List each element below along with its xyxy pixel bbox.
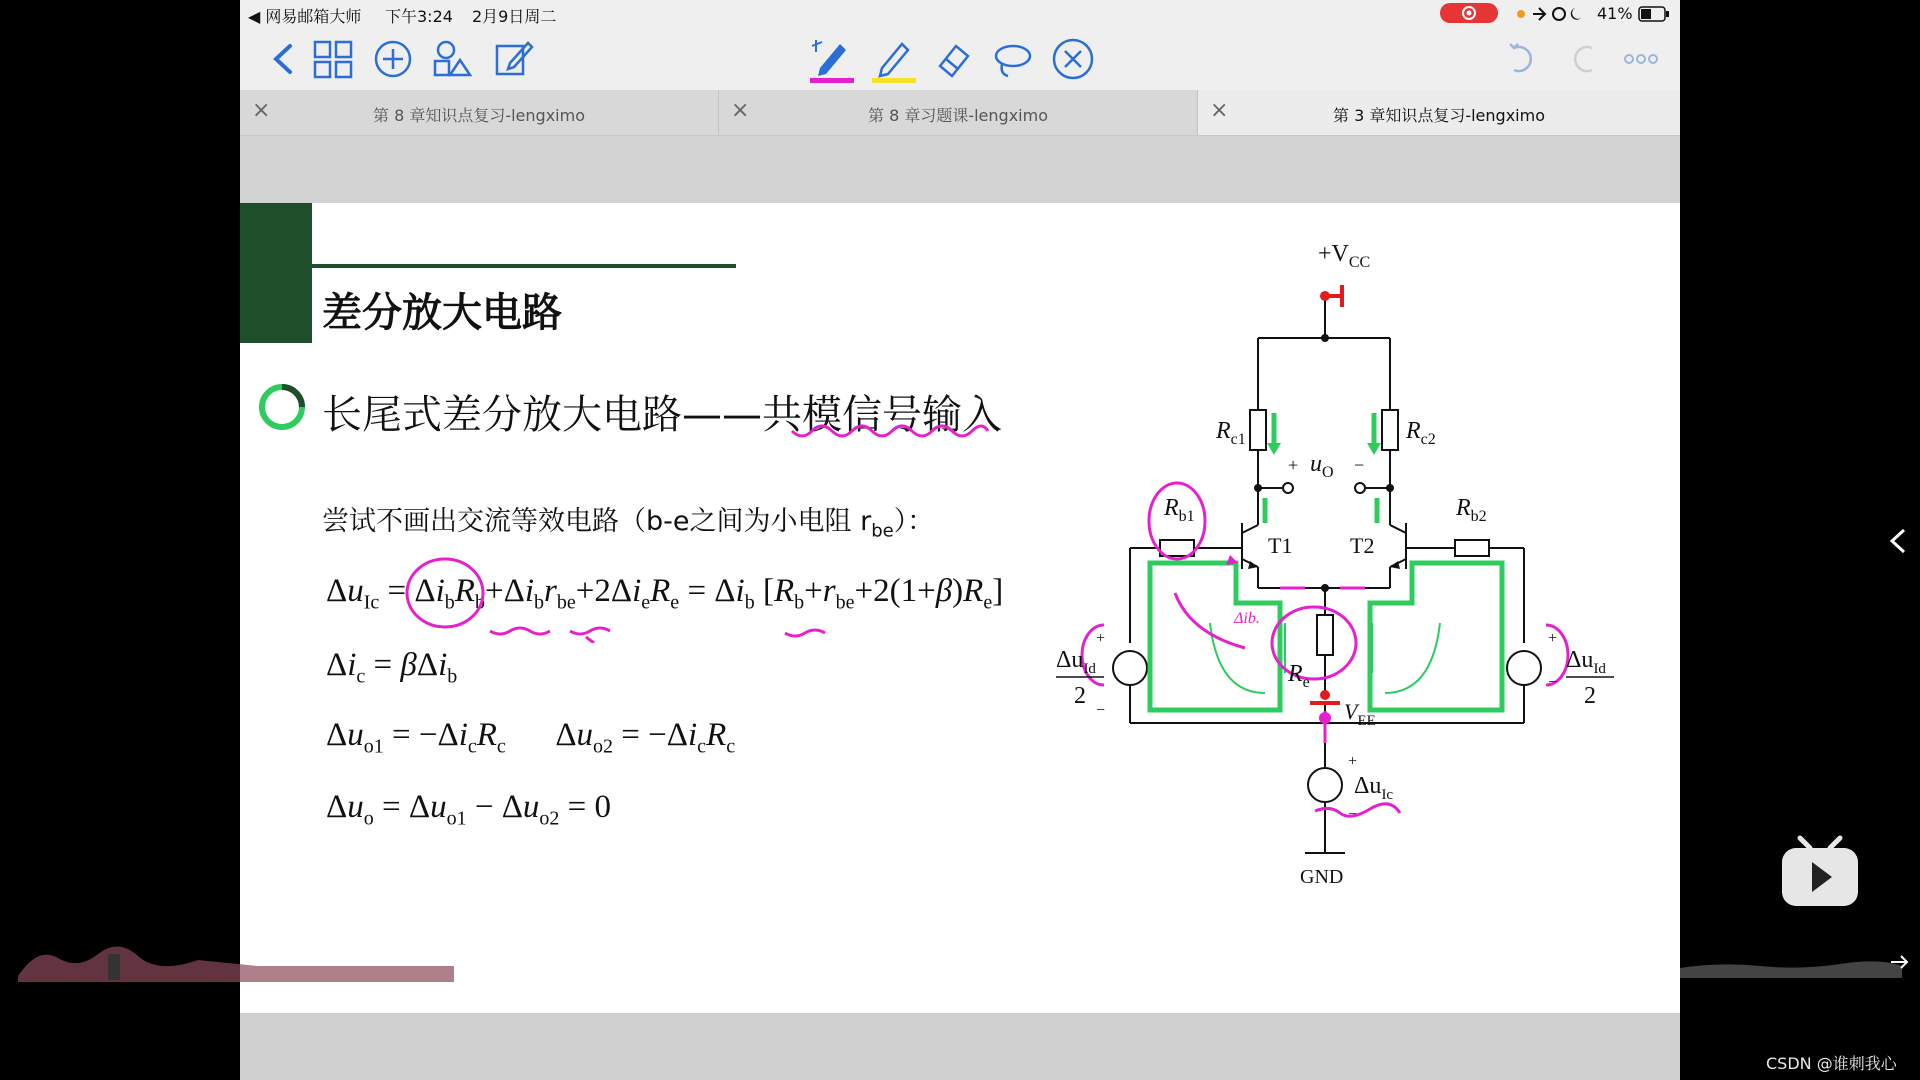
vcc-label-sub: CC: [1348, 254, 1371, 271]
page-gap: [240, 136, 1680, 203]
uo-label-sub: O: [1322, 464, 1334, 481]
uid-left-plus: +: [1096, 630, 1106, 647]
vee-label: V: [1344, 699, 1358, 724]
uid-right-num: Δu: [1566, 647, 1594, 673]
re-label: R: [1288, 661, 1303, 687]
svg-text:uO: [1310, 451, 1334, 481]
rc2-label: R: [1406, 418, 1421, 444]
shapes-icon[interactable]: [430, 36, 476, 82]
add-circle-icon[interactable]: [370, 36, 416, 82]
slide-hint-sub: be: [871, 520, 894, 542]
danmaku-waveform-left: [18, 936, 454, 982]
document-tabs: [240, 90, 1680, 136]
tab-document-2[interactable]: [719, 90, 1198, 135]
t1-label: T1: [1268, 533, 1293, 558]
undo-icon[interactable]: [1500, 36, 1546, 82]
rb2-label-sub: b2: [1470, 508, 1487, 525]
uic-minus: −: [1348, 806, 1358, 823]
tab-document-1[interactable]: [240, 90, 719, 135]
highlighter-tool-icon[interactable]: [870, 36, 916, 82]
slide-title: 差分放大电路: [322, 290, 562, 336]
equation-delta-ic: $\Delta i_c = \beta\Delta i_b$: [326, 647, 458, 688]
equation-annotations: [390, 553, 950, 643]
fullscreen-icon[interactable]: [1887, 950, 1911, 974]
svg-text:Rb1: [1163, 495, 1195, 525]
grid-view-icon[interactable]: [310, 36, 356, 82]
uic-plus: +: [1348, 753, 1358, 770]
t2-label: T2: [1350, 533, 1375, 558]
uic-label-sub: Ic: [1381, 787, 1394, 803]
close-circle-icon[interactable]: [1050, 36, 1096, 82]
equation-delta-uo1-uo2: $\Delta u_{o1} = -\Delta i_cR_c$ $\Delta u_{o2} = -\Delta i_cR_c$: [326, 717, 736, 758]
uid-left-num: Δu: [1056, 647, 1084, 673]
lasso-tool-icon[interactable]: [990, 36, 1036, 82]
rc1-label: R: [1216, 418, 1231, 444]
slide-hint-text: 尝试不画出交流等效电路（b-e之间为小电阻 r: [322, 506, 872, 537]
gnd-label: GND: [1300, 866, 1344, 888]
uid-right-minus-top: −: [1548, 674, 1558, 691]
status-bar: [240, 0, 1680, 28]
danmaku-waveform-right: [1680, 948, 1902, 978]
vee-label-sub: EE: [1357, 713, 1376, 729]
slide-heading: 长尾式差分放大电路——共模信号输入: [322, 392, 1002, 438]
svg-text:Re: [1287, 661, 1310, 691]
svg-text:Rc2: [1405, 418, 1436, 448]
status-date: 2月9日周二: [472, 7, 557, 26]
uid-right-sub: Id: [1593, 661, 1606, 677]
slide-page[interactable]: [240, 203, 1680, 1013]
rb1-label: R: [1164, 495, 1179, 521]
svg-text:Rc1: [1215, 418, 1246, 448]
battery-icon: [1638, 6, 1670, 26]
uid-right-den: 2: [1584, 683, 1596, 709]
uid-left-minus: −: [1096, 702, 1106, 719]
heading-squiggle-annotation: [790, 423, 990, 443]
uo-plus-label: +: [1288, 455, 1299, 475]
rc2-label-sub: c2: [1420, 431, 1436, 448]
uid-left-sub: Id: [1083, 661, 1096, 677]
tab-label: 第 8 章知识点复习-lengximo: [372, 106, 585, 125]
tab-label: 第 8 章习题课-lengximo: [867, 106, 1048, 125]
tab-close-icon[interactable]: ×: [731, 98, 750, 123]
vcc-label: +V: [1318, 241, 1349, 267]
title-underline: [312, 264, 736, 268]
edit-document-icon[interactable]: [490, 36, 536, 82]
uo-label: u: [1310, 451, 1322, 477]
uo-minus-label: −: [1354, 455, 1365, 475]
equation-delta-uo: $\Delta u_o = \Delta u_{o1} - \Delta u_{o2} = 0$: [326, 789, 612, 830]
uid-left-den: 2: [1074, 683, 1086, 709]
circuit-diagram: [980, 203, 1680, 1013]
tablet-screen: [240, 0, 1680, 1080]
slide-hint: [322, 499, 934, 541]
bullet-ring-icon: [256, 381, 308, 433]
status-time: 下午3:24: [385, 7, 453, 26]
svg-text:ΔuIc: [1354, 773, 1393, 803]
watermark-text: CSDN @谁刺我心: [1766, 1054, 1897, 1073]
pen-tool-icon[interactable]: [808, 36, 854, 82]
tab-close-icon[interactable]: ×: [252, 98, 271, 123]
play-button-icon[interactable]: [1778, 834, 1862, 910]
page-gap-bottom: [240, 1013, 1680, 1080]
rb2-label: R: [1456, 495, 1471, 521]
back-chevron-icon[interactable]: [260, 36, 306, 82]
rb1-label-sub: b1: [1178, 508, 1195, 525]
svg-text:ΔuId: [1056, 647, 1096, 677]
uid-right-plus: +: [1548, 630, 1558, 647]
slide-hint-end: ）：: [893, 506, 935, 537]
more-options-icon[interactable]: [1618, 36, 1664, 82]
tab-label: 第 3 章知识点复习-lengximo: [1332, 106, 1545, 125]
status-icons: [1515, 4, 1585, 28]
eraser-tool-icon[interactable]: [930, 36, 976, 82]
equation-delta-uic: $\Delta u_{Ic} = \Delta i_bR_b+\Delta i_br_{be}+2\Delta i_eR_e = \Delta i_b$ $[R_b+r_{be}+2(1+\beta)R_e]$: [326, 573, 1004, 614]
rc1-label-sub: c1: [1230, 431, 1246, 448]
tab-document-3[interactable]: [1198, 90, 1680, 135]
tab-close-icon[interactable]: ×: [1210, 98, 1229, 123]
title-accent-bar: [240, 203, 312, 343]
side-panel-chevron-icon[interactable]: [1884, 524, 1914, 558]
back-to-app-link[interactable]: ◀ 网易邮箱大师: [248, 7, 362, 26]
svg-text:+VCC: [1318, 241, 1370, 271]
uic-label: Δu: [1354, 773, 1382, 799]
toolbar: [240, 28, 1680, 90]
redo-icon[interactable]: [1560, 36, 1606, 82]
battery-percent: 41%: [1597, 4, 1633, 23]
delta-ib-annotation: Δib.: [1234, 610, 1260, 627]
svg-text:Rb2: [1455, 495, 1487, 525]
screen-recording-indicator[interactable]: [1440, 3, 1498, 23]
re-label-sub: e: [1302, 674, 1310, 691]
svg-text:ΔuId: [1566, 647, 1606, 677]
